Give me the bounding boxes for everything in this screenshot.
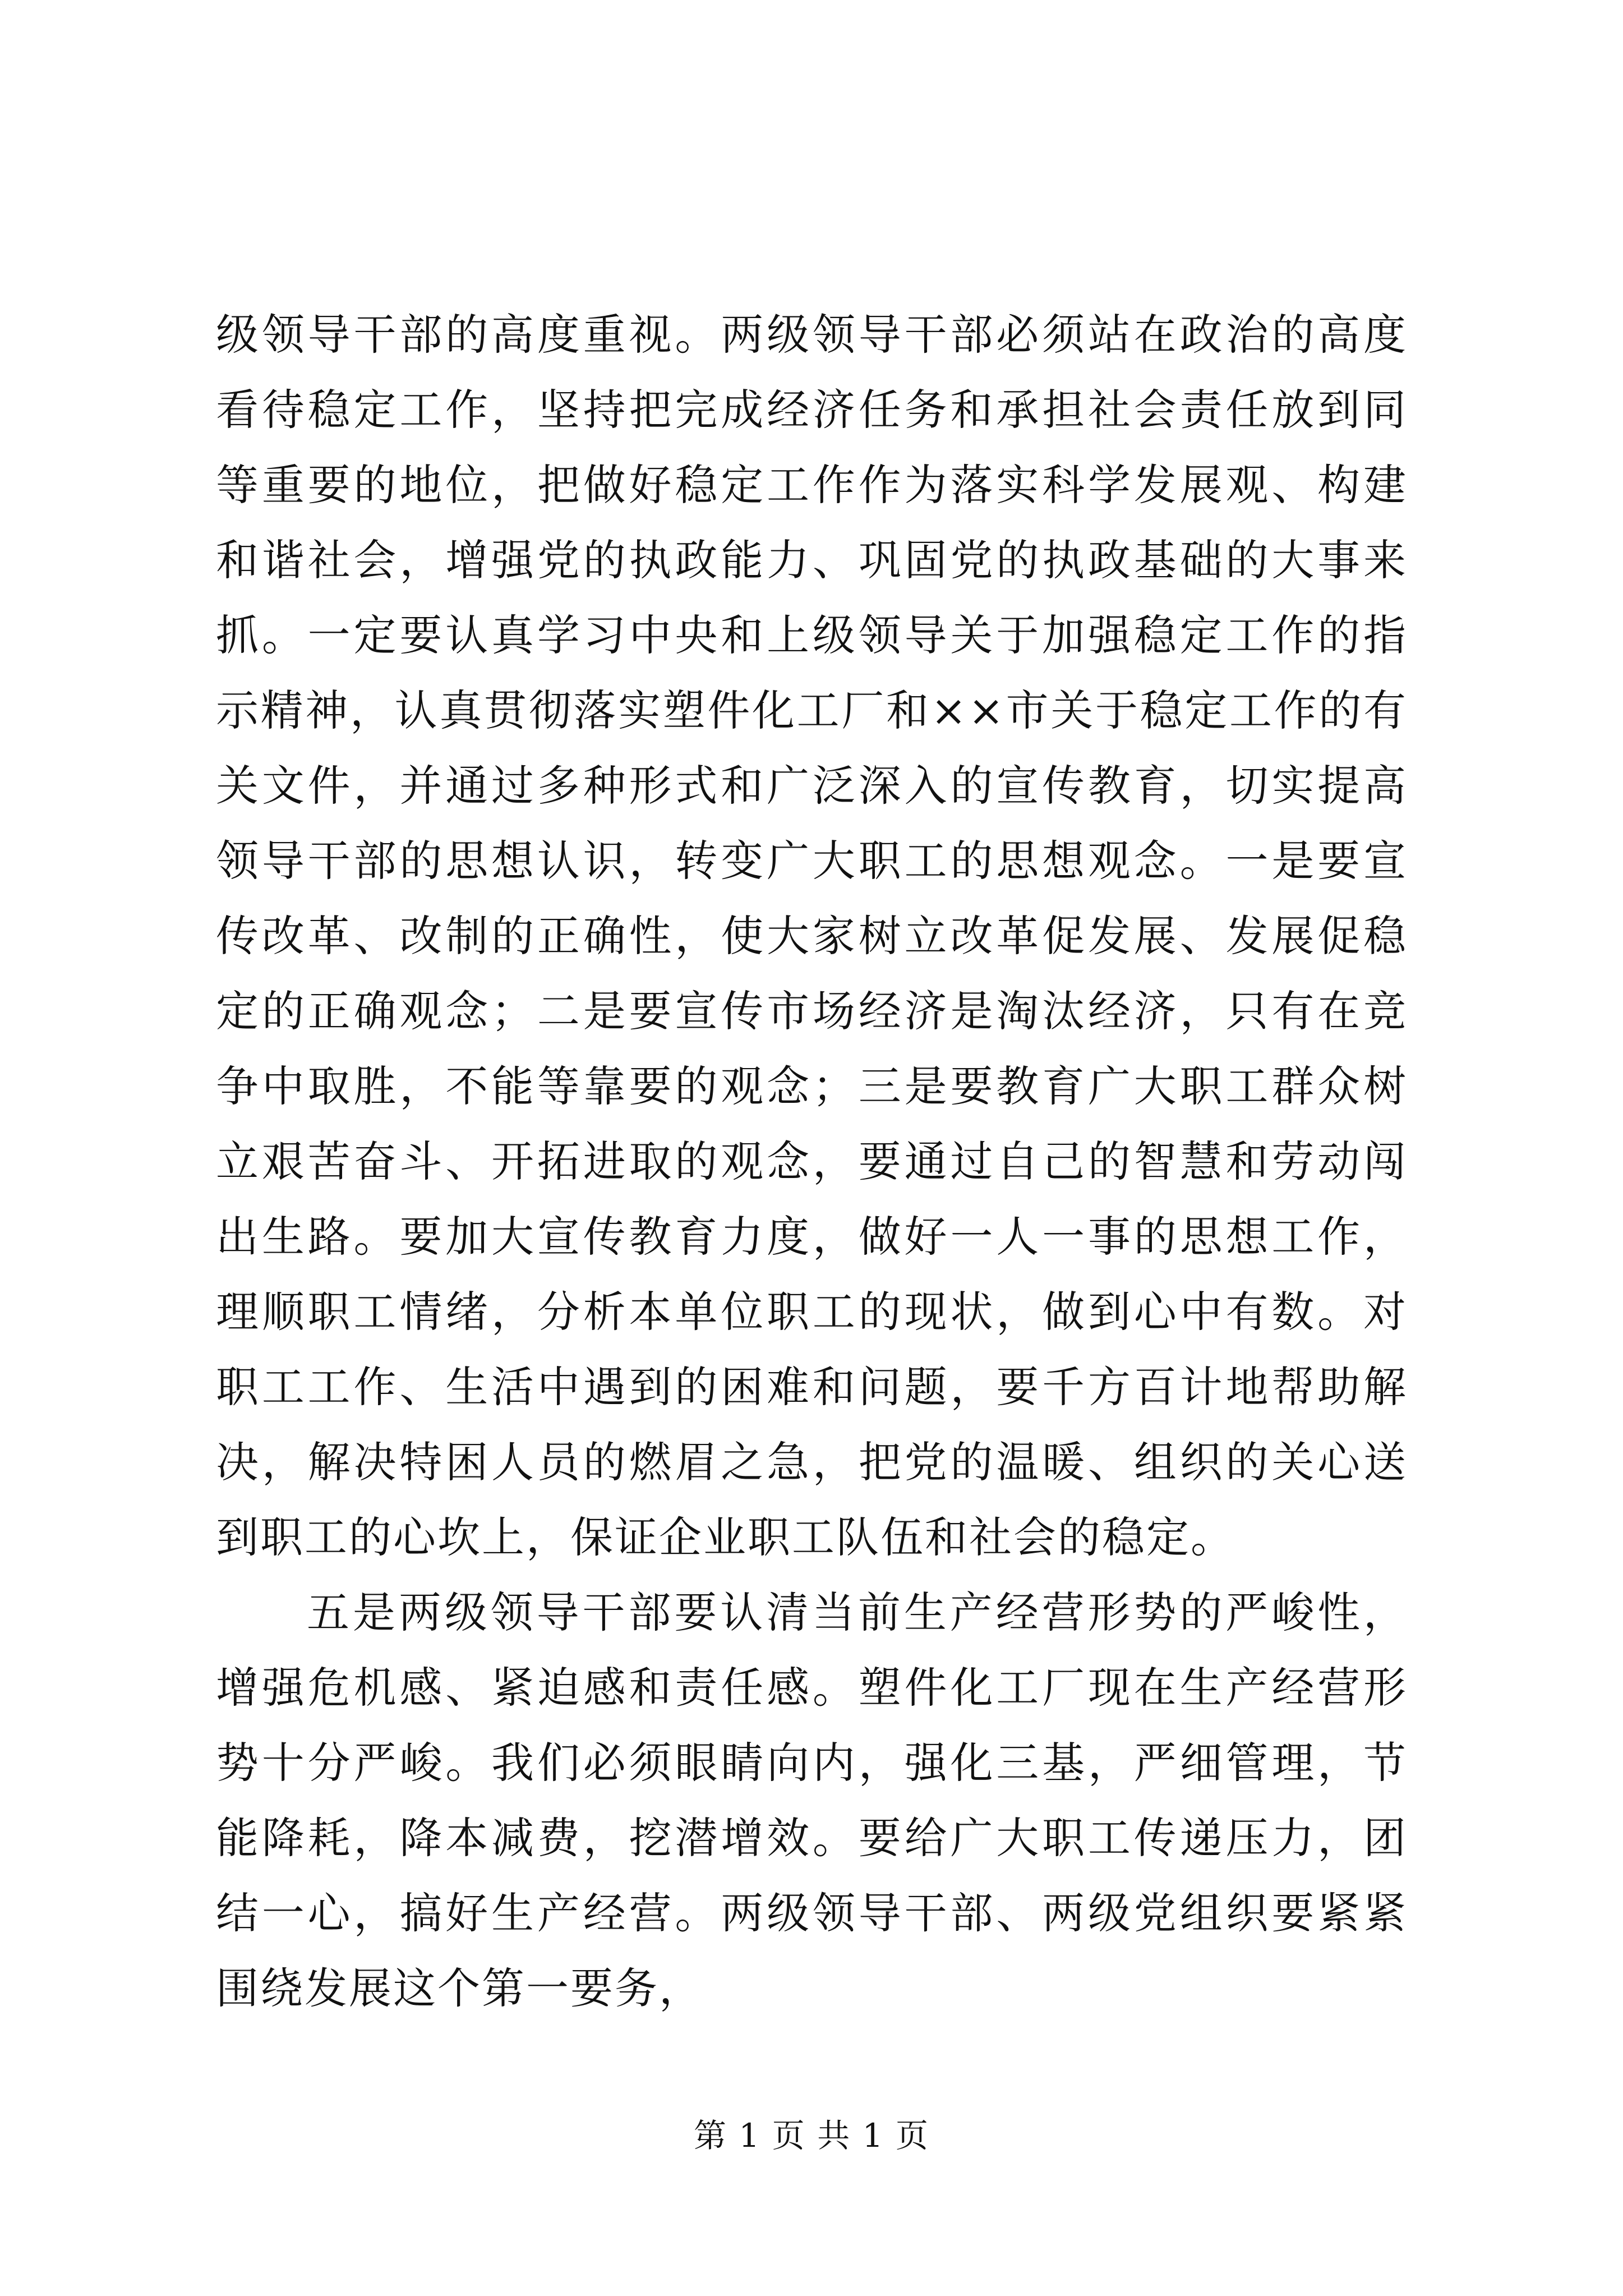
document-body	[216, 297, 1408, 2026]
paragraph-2: 五是两级领导干部要认清当前生产经营形势的严峻性，增强危机感、紧迫感和责任感。塑件化工厂现在生产经营形势十分严峻。我们必须眼睛向内，强化三基，严细管理，节能降耗，降本减费，挖潜增效。要给广大职工传递压力，团结一心，搞好生产经营。两级领导干部、两级党组织要紧紧围绕发展这个第一要务，	[216, 1588, 1408, 2013]
page-number-footer: 第 1 页 共 1 页	[694, 2116, 929, 2155]
paragraph-1: 级领导干部的高度重视。两级领导干部必须站在政治的高度看待稳定工作，坚持把完成经济任务和承担社会责任放到同等重要的地位，把做好稳定工作作为落实科学发展观、构建和谐社会，增强党的执政能力、巩固党的执政基础的大事来抓。一定要认真学习中央和上级领导关于加强稳定工作的指示精神，认真贯彻落实塑件化工厂和××市关于稳定工作的有关文件，并通过多种形式和广泛深入的宣传教育，切实提高领导干部的思想认识，转变广大职工的思想观念。一是要宣传改革、改制的正确性，使大家树立改革促发展、发展促稳定的正确观念；二是要宣传市场经济是淘汰经济，只有在竞争中取胜，不能等靠要的观念；三是要教育广大职工群众树立艰苦奋斗、开拓进取的观念，要通过自己的智慧和劳动闯出生路。要加大宣传教育力度，做好一人一事的思想工作，理顺职工情绪，分析本单位职工的现状，做到心中有数。对职工工作、生活中遇到的困难和问题，要千方百计地帮助解决，解决特困人员的燃眉之急，把党的温暖、组织的关心送到职工的心坎上，保证企业职工队伍和社会的稳定。	[216, 310, 1408, 1562]
